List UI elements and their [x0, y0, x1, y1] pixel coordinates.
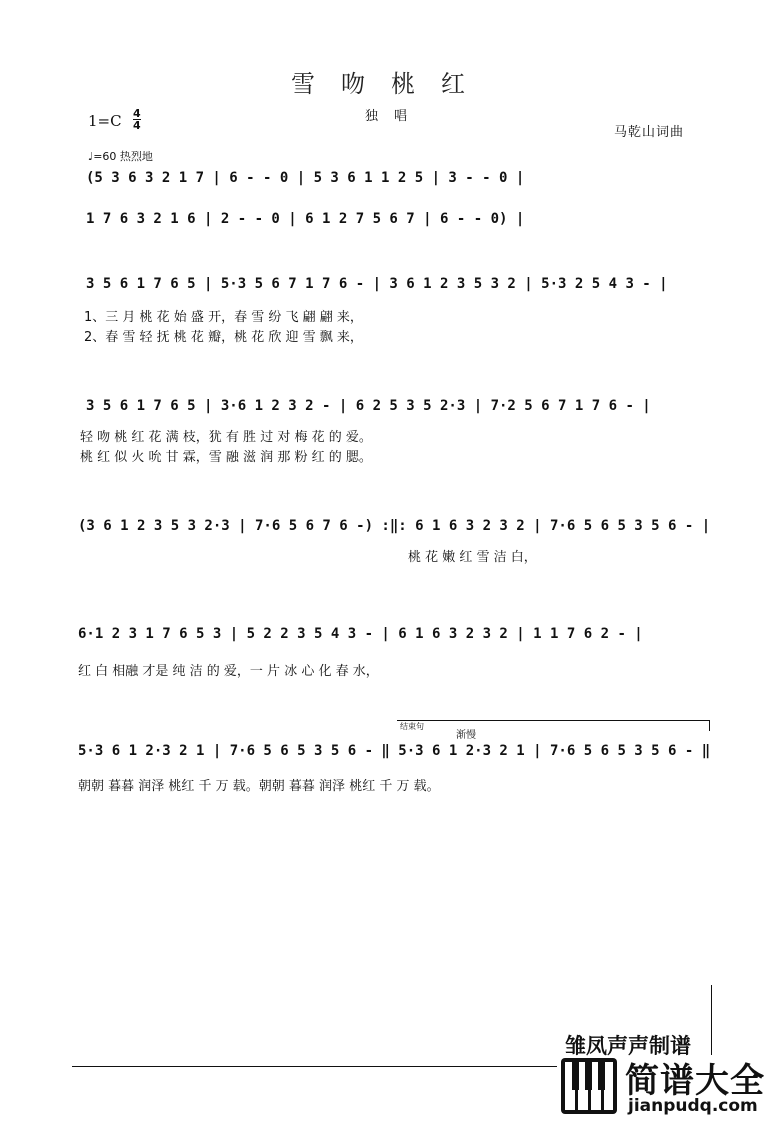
tempo-marking: ♩=60 热烈地	[88, 150, 153, 163]
lyrics-row-3-verse-2: 2、春 雪 轻 抚 桃 花 瓣，桃 花 欣 迎 雪 飘 来，	[84, 330, 363, 345]
site-logo-text: 简谱大全	[625, 1061, 765, 1101]
meter-top: 4	[133, 107, 141, 120]
notation-row-1: (5 3 6 3 2 1 7 | 6 - - 0 | 5 3 6 1 1 2 5 | 3 - - 0 |	[86, 170, 525, 186]
notation-row-3: 3 5 6 1 7 6 5 | 5·3 5 6 7 1 7 6 - | 3 6 1 2 3 5 3 2 | 5·3 2 5 4 3 - |	[86, 276, 668, 292]
watermark-horizontal-rule	[72, 1066, 557, 1067]
time-signature	[133, 108, 141, 131]
transcriber-credit: 雏凤声声制谱	[565, 1034, 691, 1058]
performance-type: 独唱	[365, 109, 424, 124]
notation-row-4: 3 5 6 1 7 6 5 | 3·6 1 2 3 2 - | 6 2 5 3 5 2·3 | 7·2 5 6 7 1 7 6 - |	[86, 398, 651, 414]
ritardando-label: 渐慢	[456, 730, 476, 741]
site-url: jianpudq.com	[628, 1096, 758, 1116]
watermark-vertical-rule	[711, 985, 712, 1055]
lyrics-row-4-verse-1: 轻 吻 桃 红 花 满 枝，犹 有 胜 过 对 梅 花 的 爱。	[80, 430, 372, 445]
piano-keys-icon	[561, 1058, 617, 1114]
song-title: 雪吻桃红	[291, 70, 491, 98]
lyrics-row-6: 红 白 相融 才是 纯 洁 的 爱，一 片 冰 心 化 春 水，	[78, 664, 379, 679]
meter-bottom: 4	[133, 119, 141, 132]
notation-row-7: 5·3 6 1 2·3 2 1 | 7·6 5 6 5 3 5 6 - ‖ 5·3 6 1 2·3 2 1 | 7·6 5 6 5 3 5 6 - ‖	[78, 743, 711, 759]
ending-bracket	[397, 720, 710, 731]
lyrics-row-3-verse-1: 1、三 月 桃 花 始 盛 开，春 雪 纷 飞 翩 翩 来，	[84, 310, 363, 325]
notation-row-2: 1 7 6 3 2 1 6 | 2 - - 0 | 6 1 2 7 5 6 7 | 6 - - 0) |	[86, 211, 525, 227]
lyrics-row-7: 朝朝 暮暮 润泽 桃红 千 万 载。朝朝 暮暮 润泽 桃红 千 万 载。	[78, 779, 440, 794]
lyrics-row-4-verse-2: 桃 红 似 火 吮 甘 霖，雪 融 滋 润 那 粉 红 的 腮。	[80, 450, 372, 465]
key-signature: 1=C	[88, 112, 122, 130]
author-credit: 马乾山词曲	[614, 125, 685, 140]
notation-row-5: (3 6 1 2 3 5 3 2·3 | 7·6 5 6 7 6 -) :‖: 6 1 6 3 2 3 2 | 7·6 5 6 5 3 5 6 - |	[78, 518, 711, 534]
notation-row-6: 6·1 2 3 1 7 6 5 3 | 5 2 2 3 5 4 3 - | 6 1 6 3 2 3 2 | 1 1 7 6 2 - |	[78, 626, 643, 642]
ending-section-label: 结束句	[400, 722, 424, 731]
lyrics-row-5: 桃 花 嫩 红 雪 洁 白，	[408, 550, 537, 565]
